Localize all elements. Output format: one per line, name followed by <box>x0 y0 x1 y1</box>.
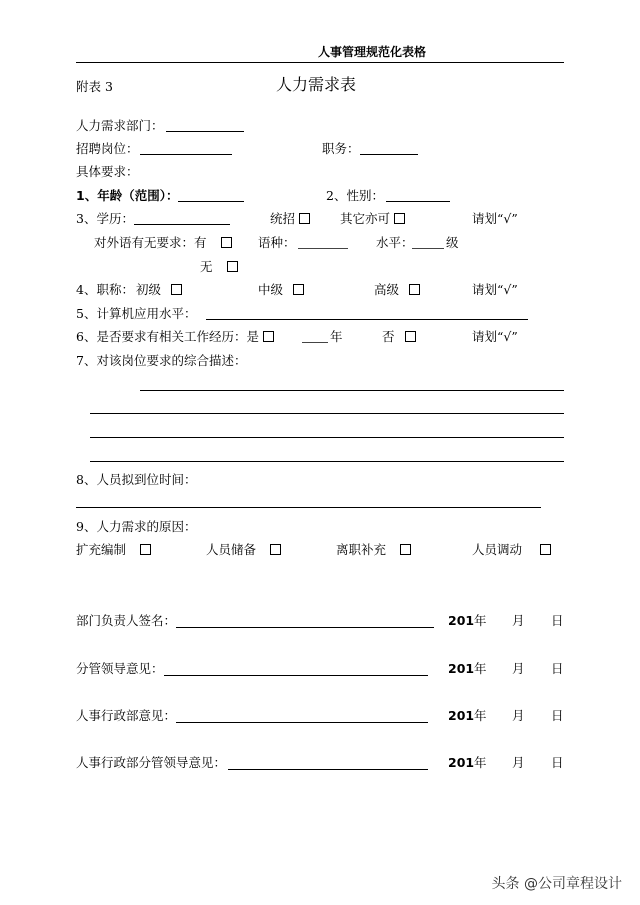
exp-label: 6、是否要求有相关工作经历：是 <box>76 329 259 344</box>
age-field[interactable] <box>178 201 244 202</box>
reason-opt4-checkbox[interactable] <box>540 544 551 555</box>
duty-label: 职务： <box>322 141 360 156</box>
edu-opt2[interactable] <box>340 211 405 227</box>
exp-no-checkbox[interactable] <box>405 331 416 342</box>
exp-year-unit: 年 <box>330 329 343 344</box>
sig-year-prefix: 201 <box>448 708 475 723</box>
lang-level-unit: 级 <box>446 235 459 250</box>
desc-label: 7、对该岗位要求的综合描述： <box>76 353 247 368</box>
sig-day-unit: 日 <box>551 708 564 723</box>
title-opt1-checkbox[interactable] <box>171 284 182 295</box>
reason-opt3[interactable] <box>336 542 411 558</box>
exp-mark-hint: 请划“√” <box>472 329 518 344</box>
reason-opt4[interactable] <box>472 542 551 558</box>
edu-opt1-label: 统招 <box>270 211 296 226</box>
title-label: 4、职称： <box>76 282 134 297</box>
lang-kind-label: 语种： <box>258 235 296 250</box>
dept-label: 人力需求部门： <box>76 118 164 133</box>
sig-year-prefix: 201 <box>448 661 475 676</box>
title-opt3-checkbox[interactable] <box>409 284 420 295</box>
computer-label: 5、计算机应用水平： <box>76 306 197 321</box>
reason-opt3-label: 离职补充 <box>336 542 387 557</box>
reason-opt4-label: 人员调动 <box>472 542 523 557</box>
sig-day-unit: 日 <box>551 613 564 628</box>
form-title: 人力需求表 <box>276 75 357 94</box>
reason-opt2-checkbox[interactable] <box>270 544 281 555</box>
edu-opt2-checkbox[interactable] <box>394 213 405 224</box>
sig-day-unit: 日 <box>551 661 564 676</box>
edu-label: 3、学历： <box>76 211 134 226</box>
sig-month-unit: 月 <box>512 755 525 770</box>
computer-field[interactable] <box>206 319 528 320</box>
age-label <box>76 188 178 204</box>
title-opt2[interactable] <box>258 282 304 298</box>
sig-field[interactable] <box>228 769 428 770</box>
sig-field[interactable] <box>176 627 434 628</box>
exp-yes[interactable] <box>76 329 274 345</box>
reason-opt2-label: 人员储备 <box>206 542 257 557</box>
edu-opt1-checkbox[interactable] <box>299 213 310 224</box>
duty-field[interactable] <box>360 154 418 155</box>
edu-opt2-label: 其它亦可 <box>340 211 391 226</box>
header-title: 人事管理规范化表格 <box>318 45 427 59</box>
header-divider <box>76 62 564 63</box>
reason-opt2[interactable] <box>206 542 281 558</box>
title-opt1-label: 初级 <box>136 282 162 297</box>
dept-field[interactable] <box>166 131 244 132</box>
title-mark-hint: 请划“√” <box>472 282 518 297</box>
position-label: 招聘岗位： <box>76 141 139 156</box>
sig-label: 部门负责人签名： <box>76 613 177 628</box>
position-field[interactable] <box>140 154 232 155</box>
sig-label: 分管领导意见： <box>76 661 164 676</box>
desc-line-1[interactable] <box>140 390 564 391</box>
exp-yes-checkbox[interactable] <box>263 331 274 342</box>
sig-field[interactable] <box>176 722 428 723</box>
gender-label: 2、性别： <box>326 188 384 203</box>
sig-field[interactable] <box>164 675 428 676</box>
sig-year-unit: 年 <box>474 661 487 676</box>
sig-label: 人事行政部意见： <box>76 708 177 723</box>
edu-opt1[interactable] <box>270 211 310 227</box>
title-opt1[interactable] <box>136 282 182 298</box>
title-opt3[interactable] <box>374 282 420 298</box>
watermark: 头条 @公司章程设计 <box>491 876 622 892</box>
lang-kind-field[interactable] <box>298 248 348 249</box>
desc-line-4[interactable] <box>90 461 564 462</box>
desc-line-3[interactable] <box>90 437 564 438</box>
sig-year-prefix: 201 <box>448 755 475 770</box>
reason-opt3-checkbox[interactable] <box>400 544 411 555</box>
exp-no-label: 否 <box>382 329 395 344</box>
age-label-text: 1、年龄（范围）： <box>76 188 179 203</box>
arrival-label: 8、人员拟到位时间： <box>76 472 197 487</box>
reason-label: 9、人力需求的原因： <box>76 519 197 534</box>
lang-yes[interactable] <box>94 235 232 251</box>
sig-month-unit: 月 <box>512 661 525 676</box>
edu-mark-hint: 请划“√” <box>472 211 518 226</box>
lang-no[interactable] <box>200 259 238 275</box>
title-opt3-label: 高级 <box>374 282 400 297</box>
title-opt2-label: 中级 <box>258 282 284 297</box>
lang-yes-checkbox[interactable] <box>221 237 232 248</box>
sig-year-unit: 年 <box>474 708 487 723</box>
reason-opt1-label: 扩充编制 <box>76 542 127 557</box>
lang-level-label: 水平： <box>376 235 414 250</box>
reason-opt1-checkbox[interactable] <box>140 544 151 555</box>
sig-month-unit: 月 <box>512 613 525 628</box>
sig-label: 人事行政部分管领导意见： <box>76 755 227 770</box>
sig-year-unit: 年 <box>474 755 487 770</box>
sig-year-prefix: 201 <box>448 613 475 628</box>
exp-years-field[interactable] <box>302 342 328 343</box>
sig-month-unit: 月 <box>512 708 525 723</box>
lang-no-checkbox[interactable] <box>227 261 238 272</box>
requirements-label: 具体要求： <box>76 164 139 179</box>
gender-field[interactable] <box>386 201 450 202</box>
lang-level-field[interactable] <box>412 248 444 249</box>
sig-year-unit: 年 <box>474 613 487 628</box>
exp-no[interactable] <box>382 329 416 345</box>
arrival-field[interactable] <box>76 507 541 508</box>
lang-no-label: 无 <box>200 259 213 274</box>
edu-field[interactable] <box>134 224 230 225</box>
reason-opt1[interactable] <box>76 542 151 558</box>
appendix-label: 附表 3 <box>76 79 113 94</box>
desc-line-2[interactable] <box>90 413 564 414</box>
title-opt2-checkbox[interactable] <box>293 284 304 295</box>
lang-label: 对外语有无要求：有 <box>94 235 207 250</box>
sig-day-unit: 日 <box>551 755 564 770</box>
